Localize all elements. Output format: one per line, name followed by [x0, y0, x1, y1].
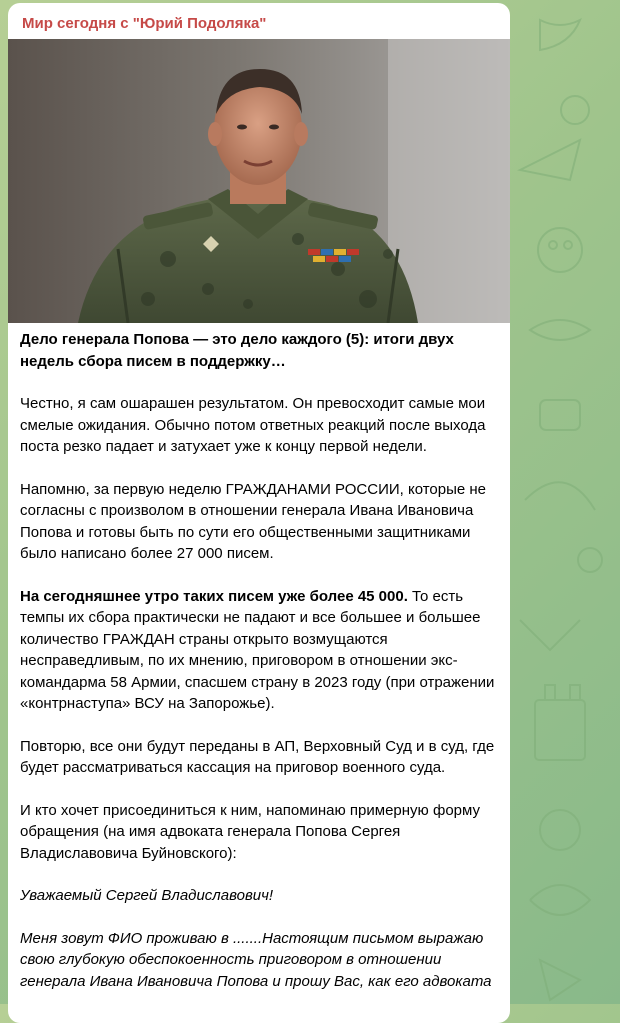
- post-paragraph: И кто хочет присоединиться к ним, напоминаю примерную форму обращения (на имя адвоката генерала Попова Сергея Владиславовича Буйновского):: [20, 801, 480, 862]
- post-paragraph: Честно, я сам ошарашен результатом. Он превосходит самые мои смелые ожидания. Обычно потом ответных реакций после выхода поста резко падает и затухает уже к концу первой недели.: [20, 395, 486, 455]
- post-text: [20, 329, 502, 1013]
- post-paragraph: [20, 586, 502, 715]
- post-paragraph: Напомню, за первую неделю ГРАЖДАНАМИ РОССИИ, которые не согласны с произволом в отношении генерала Ивана Ивановича Попова и готовы быть по сути его общественными защитниками было написано более 27 000 писем.: [20, 480, 487, 562]
- post-paragraph: Повторю, все они будут переданы в АП, Верховный Суд и в суд, где будет рассматриваться кассация на приговор военного суда.: [20, 737, 495, 776]
- post-photo[interactable]: [8, 39, 510, 323]
- letter-body: Меня зовут ФИО проживаю в .......Настоящим письмом выражаю свою глубокую обеспокоенность приговором в отношении генерала Ивана Ивановича Попова и прошу Вас, как его адвоката: [20, 929, 492, 990]
- general-portrait-image: [8, 39, 510, 323]
- message-bubble: [8, 3, 510, 1023]
- letter-greeting: Уважаемый Сергей Владиславович!: [20, 887, 274, 904]
- post-title: Дело генерала Попова — это дело каждого (5): итоги двух недель сбора писем в поддержку…: [20, 331, 454, 370]
- channel-name-link[interactable]: Мир сегодня с "Юрий Подоляка": [22, 15, 267, 32]
- paragraph-continuation: То есть темпы их сбора практически не падают и все большее и большее количество ГРАЖДАН страны открыто возмущаются несправедливым, по их мнению, приговором в отношении экс-командарма 58 Армии, спасшем страну в 2023 году (при отражении «контрнаступа» ВСУ на Запорожье).: [20, 587, 495, 712]
- highlight-text: На сегодняшнее утро таких писем уже более 45 000.: [20, 587, 408, 605]
